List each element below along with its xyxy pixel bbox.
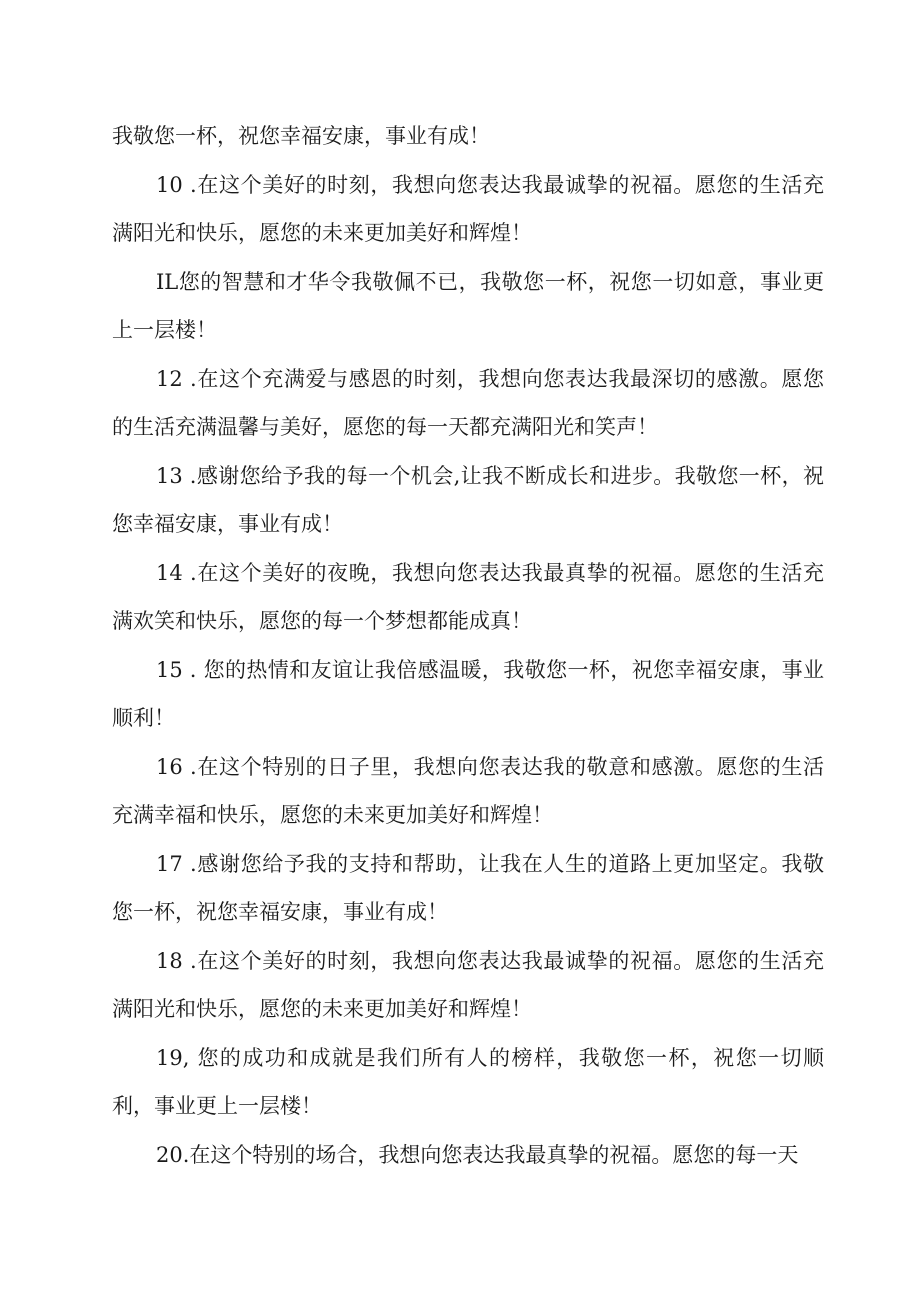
- paragraph-item-14: 14 .在这个美好的夜晚，我想向您表达我最真挚的祝福。愿您的生活充满欢笑和快乐，愿您的每一个梦想都能成真！: [112, 560, 824, 633]
- paragraph-item-10: 10 .在这个美好的时刻，我想向您表达我最诚挚的祝福。愿您的生活充满阳光和快乐，愿您的未来更加美好和辉煌！: [112, 172, 824, 245]
- paragraph-item-15: 15 . 您的热情和友谊让我倍感温暖，我敬您一杯，祝您幸福安康，事业顺利！: [112, 657, 824, 730]
- paragraph-item-12: 12 .在这个充满爱与感恩的时刻，我想向您表达我最深切的感激。愿您的生活充满温馨与美好，愿您的每一天都充满阳光和笑声！: [112, 366, 824, 439]
- paragraph-item-13: 13 .感谢您给予我的每一个机会,让我不断成长和进步。我敬您一杯，祝您幸福安康，事业有成！: [112, 463, 824, 536]
- paragraph-item-11: IL您的智慧和才华令我敬佩不已，我敬您一杯，祝您一切如意，事业更上一层楼！: [112, 269, 824, 342]
- paragraph-item-20: 20.在这个特别的场合，我想向您表达我最真挚的祝福。愿您的每一天: [156, 1142, 799, 1167]
- paragraph-continuation: 我敬您一杯，祝您幸福安康，事业有成！: [112, 124, 490, 148]
- document-body: [112, 112, 824, 1179]
- paragraph-item-18: 18 .在这个美好的时刻，我想向您表达我最诚挚的祝福。愿您的生活充满阳光和快乐，愿您的未来更加美好和辉煌！: [112, 948, 824, 1021]
- paragraph-item-16: 16 .在这个特别的日子里，我想向您表达我的敬意和感激。愿您的生活充满幸福和快乐，愿您的未来更加美好和辉煌！: [112, 754, 824, 827]
- paragraph-item-19: 19, 您的成功和成就是我们所有人的榜样，我敬您一杯，祝您一切顺利，事业更上一层楼！: [112, 1045, 824, 1118]
- paragraph-item-17: 17 .感谢您给予我的支持和帮助，让我在人生的道路上更加坚定。我敬您一杯，祝您幸福安康，事业有成！: [112, 851, 824, 924]
